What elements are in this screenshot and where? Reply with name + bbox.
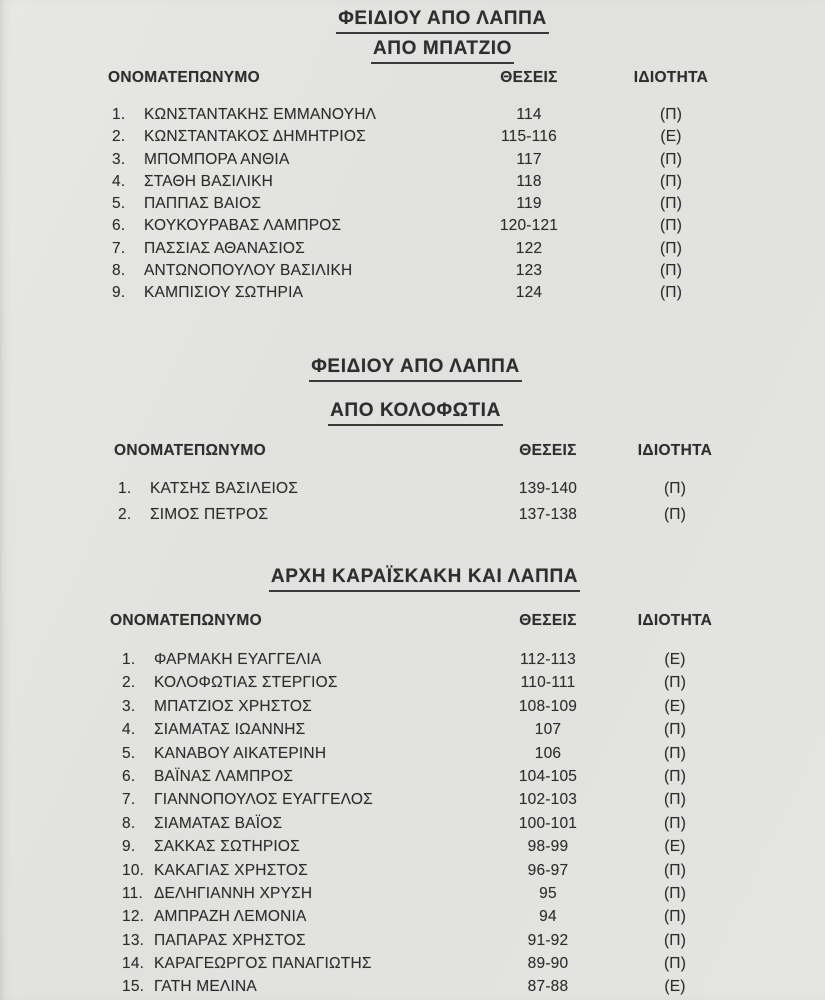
table-row bbox=[0, 905, 825, 928]
row-property: (Π) bbox=[659, 239, 683, 257]
table-row bbox=[0, 788, 825, 811]
row-seats: 89-90 bbox=[527, 955, 569, 973]
row-property: (Π) bbox=[663, 791, 687, 809]
row-number: 10. bbox=[122, 861, 145, 879]
table-header-row bbox=[0, 442, 825, 460]
row-property: (Ε) bbox=[660, 128, 682, 146]
row-number: 12. bbox=[122, 908, 145, 926]
column-header-property: ΙΔΙΟΤΗΤΑ bbox=[637, 442, 713, 459]
row-name: ΣΙΑΜΑΤΑΣ ΙΩΑΝΝΗΣ bbox=[154, 721, 306, 739]
row-number: 7. bbox=[122, 791, 136, 809]
row-number: 4. bbox=[112, 172, 126, 190]
row-seats: 123 bbox=[515, 262, 543, 280]
row-property: (Π) bbox=[659, 195, 683, 213]
table-row bbox=[0, 476, 825, 502]
row-seats: 118 bbox=[516, 172, 542, 190]
row-seats: 137-138 bbox=[518, 505, 578, 523]
row-number: 4. bbox=[122, 721, 136, 739]
row-name: ΓΙΑΝΝΟΠΟΥΛΟΣ ΕΥΑΓΓΕΛΟΣ bbox=[154, 791, 373, 809]
table-row bbox=[0, 193, 825, 215]
row-number: 11. bbox=[122, 884, 143, 902]
row-number: 14. bbox=[122, 955, 145, 973]
row-name: ΚΩΝΣΤΑΝΤΑΚΗΣ ΕΜΜΑΝΟΥΗΛ bbox=[144, 106, 377, 123]
row-property: (Π) bbox=[663, 721, 687, 739]
table-row bbox=[0, 952, 825, 975]
row-seats: 91-92 bbox=[527, 931, 569, 949]
table-row bbox=[0, 502, 825, 528]
row-number: 7. bbox=[112, 239, 126, 257]
table-row bbox=[0, 282, 825, 304]
row-number: 2. bbox=[118, 505, 132, 523]
row-name: ΜΠΑΤΖΙΟΣ ΧΡΗΣΤΟΣ bbox=[154, 697, 312, 715]
row-seats: 112-113 bbox=[520, 651, 576, 668]
row-number: 3. bbox=[122, 697, 136, 715]
column-header-property: ΙΔΙΟΤΗΤΑ bbox=[637, 612, 713, 629]
row-property: (Π) bbox=[659, 172, 683, 190]
row-number: 1. bbox=[112, 106, 126, 123]
row-name: ΚΑΡΑΓΕΩΡΓΟΣ ΠΑΝΑΓΙΩΤΗΣ bbox=[154, 955, 372, 973]
column-header-name: ΟΝΟΜΑΤΕΠΩΝΥΜΟ bbox=[114, 442, 266, 459]
row-property: (Π) bbox=[663, 861, 687, 879]
row-seats: 115-116 bbox=[501, 128, 557, 146]
row-property: (Π) bbox=[659, 284, 683, 302]
row-property: (Π) bbox=[663, 814, 687, 832]
table-row bbox=[0, 260, 825, 282]
row-property: (Ε) bbox=[664, 838, 686, 856]
section-title: ΦΕΙΔΙΟΥ ΑΠΟ ΛΑΠΠΑ bbox=[336, 8, 549, 34]
row-seats: 114 bbox=[516, 106, 542, 123]
row-number: 8. bbox=[122, 814, 136, 832]
row-number: 15. bbox=[122, 978, 145, 996]
row-name: ΑΜΠΡΑΖΗ ΛΕΜΟΝΙΑ bbox=[154, 908, 307, 926]
table-row bbox=[0, 648, 825, 671]
row-number: 3. bbox=[112, 150, 126, 168]
row-name: ΚΟΛΟΦΩΤΙΑΣ ΣΤΕΡΓΙΟΣ bbox=[154, 674, 338, 692]
table-row bbox=[0, 126, 825, 148]
row-property: (Ε) bbox=[664, 697, 686, 715]
table-rows bbox=[0, 104, 825, 305]
row-number: 2. bbox=[112, 128, 126, 146]
table-rows bbox=[0, 476, 825, 527]
row-name: ΓΑΤΗ ΜΕΛΙΝΑ bbox=[154, 978, 257, 996]
row-seats: 108-109 bbox=[518, 697, 578, 715]
row-property: (Π) bbox=[659, 150, 683, 168]
row-number: 5. bbox=[122, 744, 136, 762]
row-seats: 120-121 bbox=[499, 217, 559, 235]
section-title-line bbox=[0, 356, 825, 382]
column-header-seats: ΘΕΣΕΙΣ bbox=[519, 612, 577, 629]
row-property: (Π) bbox=[663, 767, 687, 785]
row-property: (Ε) bbox=[664, 978, 686, 996]
section-subtitle: ΑΠΟ ΚΟΛΟΦΩΤΙΑ bbox=[328, 400, 503, 426]
section-subtitle-line bbox=[0, 38, 825, 64]
table-row bbox=[0, 104, 825, 126]
row-property: (Π) bbox=[663, 955, 687, 973]
row-seats: 98-99 bbox=[527, 838, 569, 856]
row-name: ΚΑΝΑΒΟΥ ΑΙΚΑΤΕΡΙΝΗ bbox=[154, 744, 327, 762]
row-number: 2. bbox=[122, 674, 136, 692]
row-name: ΚΑΜΠΙΣΙΟΥ ΣΩΤΗΡΙΑ bbox=[144, 284, 304, 302]
row-seats: 122 bbox=[515, 239, 543, 257]
table-header-row bbox=[0, 612, 825, 630]
row-number: 8. bbox=[112, 262, 126, 280]
table-row bbox=[0, 238, 825, 260]
row-seats: 107 bbox=[534, 721, 562, 739]
column-header-property: ΙΔΙΟΤΗΤΑ bbox=[633, 69, 709, 86]
column-header-name: ΟΝΟΜΑΤΕΠΩΝΥΜΟ bbox=[108, 69, 260, 86]
row-property: (Π) bbox=[663, 674, 687, 692]
row-property: (Π) bbox=[663, 744, 687, 762]
table-row bbox=[0, 695, 825, 718]
row-name: ΔΕΛΗΓΙΑΝΝΗ ΧΡΥΣΗ bbox=[154, 884, 313, 902]
table-row bbox=[0, 812, 825, 835]
table-row bbox=[0, 171, 825, 193]
row-name: ΠΑΣΣΙΑΣ ΑΘΑΝΑΣΙΟΣ bbox=[144, 239, 305, 257]
row-name: ΚΟΥΚΟΥΡΑΒΑΣ ΛΑΜΠΡΟΣ bbox=[144, 217, 342, 235]
row-property: (Π) bbox=[663, 480, 687, 497]
row-property: (Π) bbox=[663, 931, 687, 949]
row-name: ΣΙΜΟΣ ΠΕΤΡΟΣ bbox=[150, 505, 269, 523]
row-name: ΣΙΑΜΑΤΑΣ ΒΑΪΟΣ bbox=[154, 814, 283, 832]
row-name: ΑΝΤΩΝΟΠΟΥΛΟΥ ΒΑΣΙΛΙΚΗ bbox=[144, 262, 353, 280]
row-name: ΣΑΚΚΑΣ ΣΩΤΗΡΙΟΣ bbox=[154, 838, 300, 856]
table-row bbox=[0, 929, 825, 952]
row-property: (Π) bbox=[659, 106, 683, 123]
table-row bbox=[0, 835, 825, 858]
section-title: ΑΡΧΗ ΚΑΡΑΪΣΚΑΚΗ ΚΑΙ ΛΑΠΠΑ bbox=[269, 566, 580, 592]
row-property: (Π) bbox=[659, 262, 683, 280]
row-seats: 124 bbox=[515, 284, 543, 302]
table-rows bbox=[0, 648, 825, 999]
column-header-name: ΟΝΟΜΑΤΕΠΩΝΥΜΟ bbox=[110, 612, 262, 629]
row-number: 6. bbox=[122, 767, 136, 785]
row-seats: 94 bbox=[539, 908, 557, 926]
row-name: ΚΑΤΣΗΣ ΒΑΣΙΛΕΙΟΣ bbox=[150, 480, 299, 497]
table-row bbox=[0, 859, 825, 882]
row-number: 9. bbox=[112, 284, 126, 302]
column-header-seats: ΘΕΣΕΙΣ bbox=[519, 442, 577, 459]
table-row bbox=[0, 765, 825, 788]
row-name: ΚΩΝΣΤΑΝΤΑΚΟΣ ΔΗΜΗΤΡΙΟΣ bbox=[144, 128, 366, 146]
section-title: ΦΕΙΔΙΟΥ ΑΠΟ ΛΑΠΠΑ bbox=[309, 356, 522, 382]
table-row bbox=[0, 882, 825, 905]
row-name: ΠΑΠΠΑΣ ΒΑΙΟΣ bbox=[144, 195, 262, 213]
row-seats: 100-101 bbox=[518, 814, 578, 832]
row-property: (Π) bbox=[663, 505, 687, 523]
row-name: ΚΑΚΑΓΙΑΣ ΧΡΗΣΤΟΣ bbox=[154, 861, 308, 879]
section-title-line bbox=[0, 8, 825, 34]
table-row bbox=[0, 149, 825, 171]
row-seats: 119 bbox=[516, 195, 542, 213]
row-seats: 95 bbox=[539, 884, 557, 902]
table-row bbox=[0, 671, 825, 694]
row-name: ΒΑΪΝΑΣ ΛΑΜΠΡΟΣ bbox=[154, 767, 294, 785]
row-number: 5. bbox=[112, 195, 126, 213]
row-seats: 117 bbox=[516, 150, 542, 168]
table-row bbox=[0, 975, 825, 998]
row-property: (Π) bbox=[663, 884, 687, 902]
row-number: 1. bbox=[118, 480, 132, 497]
table-row bbox=[0, 718, 825, 741]
row-seats: 110-111 bbox=[520, 674, 576, 692]
row-seats: 106 bbox=[534, 744, 562, 762]
table-header-row bbox=[0, 69, 825, 87]
column-header-seats: ΘΕΣΕΙΣ bbox=[500, 69, 558, 86]
row-name: ΜΠΟΜΠΟΡΑ ΑΝΘΙΑ bbox=[144, 150, 290, 168]
row-seats: 139-140 bbox=[518, 480, 578, 497]
row-property: (Π) bbox=[663, 908, 687, 926]
section-subtitle: ΑΠΟ ΜΠΑΤΖΙΟ bbox=[371, 38, 514, 64]
row-seats: 87-88 bbox=[527, 978, 569, 996]
row-number: 13. bbox=[122, 931, 145, 949]
section-title-line bbox=[0, 566, 825, 592]
row-property: (Ε) bbox=[664, 651, 686, 668]
row-seats: 102-103 bbox=[518, 791, 578, 809]
row-seats: 96-97 bbox=[527, 861, 569, 879]
row-number: 6. bbox=[112, 217, 126, 235]
row-seats: 104-105 bbox=[518, 767, 578, 785]
section-subtitle-line bbox=[0, 400, 825, 426]
row-name: ΣΤΑΘΗ ΒΑΣΙΛΙΚΗ bbox=[144, 172, 274, 190]
row-number: 1. bbox=[122, 651, 136, 668]
table-row bbox=[0, 742, 825, 765]
row-name: ΠΑΠΑΡΑΣ ΧΡΗΣΤΟΣ bbox=[154, 931, 306, 949]
row-number: 9. bbox=[122, 838, 136, 856]
table-row bbox=[0, 215, 825, 237]
row-name: ΦΑΡΜΑΚΗ ΕΥΑΓΓΕΛΙΑ bbox=[154, 651, 322, 668]
row-property: (Π) bbox=[659, 217, 683, 235]
